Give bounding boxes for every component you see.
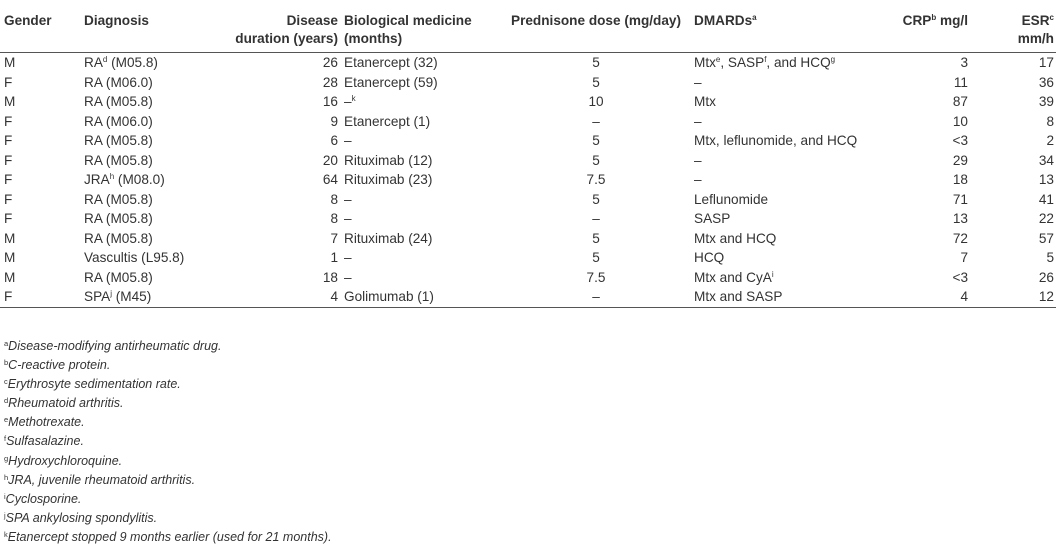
footnote-b: $^b$C-reactive protein. xyxy=(4,358,111,373)
cell-diagnosis: RA (M05.8) xyxy=(84,152,153,168)
col-header-esr: ESR$^c$ mm/h xyxy=(970,0,1056,53)
cell-crp: 3 xyxy=(960,55,968,71)
table-row xyxy=(0,190,1056,210)
cell-gender: F xyxy=(4,211,13,227)
cell-esr: 36 xyxy=(1038,74,1054,90)
cell-dmards: – xyxy=(694,152,702,168)
cell-dmards: – xyxy=(694,113,702,129)
cell-prednisone-dose: – xyxy=(592,113,600,129)
cell-dmards: – xyxy=(694,172,702,188)
cell-biological-medicine: – xyxy=(344,269,352,285)
footnotes xyxy=(4,337,1044,547)
cell-esr: 2 xyxy=(1046,133,1054,149)
cell-prednisone-dose: – xyxy=(500,287,690,307)
cell-diagnosis: Vascultis (L95.8) xyxy=(84,250,185,266)
cell-dmards: Mtx$^e$, SASP$^f$, and HCQ$^g$ xyxy=(694,55,836,71)
col-header-prednisone-dose: Prednisone dose (mg/day) xyxy=(500,0,690,53)
cell-gender: M xyxy=(4,55,16,71)
cell-disease-duration: 16 xyxy=(322,94,338,110)
table-row xyxy=(0,170,1056,190)
cell-prednisone-dose: 7.5 xyxy=(586,269,606,285)
cell-gender: M xyxy=(4,94,16,110)
cell-biological-medicine: Golimumab (1) xyxy=(340,287,500,307)
footnote-c: $^c$Erythrosyte sedimentation rate. xyxy=(4,377,181,392)
cell-biological-medicine: – xyxy=(344,250,352,266)
footnote-d: $^d$Rheumatoid arthritis. xyxy=(4,396,124,411)
cell-esr: 12 xyxy=(970,287,1056,307)
cell-prednisone-dose: 10 xyxy=(588,94,604,110)
table-row xyxy=(0,112,1056,132)
cell-disease-duration: 64 xyxy=(322,172,338,188)
cell-gender: F xyxy=(0,287,80,307)
cell-disease-duration: 26 xyxy=(322,55,338,71)
cell-biological-medicine: Rituximab (23) xyxy=(344,172,433,188)
cell-prednisone-dose: 7.5 xyxy=(586,172,606,188)
table-row xyxy=(0,73,1056,93)
footnote-f: $^f$Sulfasalazine. xyxy=(4,434,84,449)
col-header-disease-duration: Disease duration (years) xyxy=(230,0,340,53)
cell-dmards: Mtx and CyA$^i$ xyxy=(694,269,774,285)
cell-crp: 71 xyxy=(952,191,968,207)
cell-biological-medicine: Rituximab (12) xyxy=(344,152,433,168)
table-body xyxy=(0,53,1056,308)
col-header-biological-medicine: Biological medicine (months) xyxy=(340,0,500,53)
table-row xyxy=(0,151,1056,171)
cell-esr: 17 xyxy=(1038,55,1054,71)
cell-diagnosis: RA (M05.8) xyxy=(84,94,153,110)
cell-biological-medicine: – xyxy=(344,211,352,227)
table-row xyxy=(0,268,1056,288)
cell-esr: 22 xyxy=(1038,211,1054,227)
cell-disease-duration: 1 xyxy=(330,250,338,266)
cell-diagnosis: RA (M05.8) xyxy=(84,133,153,149)
col-header-crp: CRP$^b$ mg/l xyxy=(858,0,970,53)
table-row xyxy=(0,92,1056,112)
header-row xyxy=(0,0,1056,53)
cell-prednisone-dose: 5 xyxy=(592,152,600,168)
cell-esr: 34 xyxy=(1038,152,1054,168)
cell-gender: F xyxy=(4,113,13,129)
cell-gender: F xyxy=(4,172,13,188)
cell-diagnosis: RA (M05.8) xyxy=(84,191,153,207)
cell-crp: 4 xyxy=(858,287,970,307)
cell-prednisone-dose: 5 xyxy=(592,133,600,149)
cell-gender: F xyxy=(4,152,13,168)
cell-dmards: Leflunomide xyxy=(694,191,769,207)
cell-prednisone-dose: 5 xyxy=(592,74,600,90)
table-row xyxy=(0,287,1056,307)
cell-diagnosis: RA (M06.0) xyxy=(84,113,153,129)
table-row xyxy=(0,131,1056,151)
footnote-k: $^k$Etanercept stopped 9 months earlier (used for 21 months). xyxy=(4,529,332,544)
cell-diagnosis: RA (M05.8) xyxy=(84,230,153,246)
cell-diagnosis: RA (M05.8) xyxy=(84,269,153,285)
table-row xyxy=(0,248,1056,268)
cell-dmards: HCQ xyxy=(694,250,725,266)
cell-diagnosis: JRA$^h$ (M08.0) xyxy=(84,172,165,188)
cell-disease-duration: 4 xyxy=(230,287,340,307)
cell-esr: 39 xyxy=(1038,94,1054,110)
cell-esr: 13 xyxy=(1038,172,1054,188)
cell-biological-medicine: Etanercept (1) xyxy=(344,113,431,129)
cell-esr: 8 xyxy=(1046,113,1054,129)
cell-biological-medicine: Etanercept (32) xyxy=(344,55,438,71)
table-row xyxy=(0,209,1056,229)
footnote-g: $^g$Hydroxychloroquine. xyxy=(4,453,123,468)
cell-diagnosis: SPA$^j$ (M45) xyxy=(80,287,230,307)
footnote-e: $^e$Methotrexate. xyxy=(4,415,85,430)
cell-crp: 18 xyxy=(952,172,968,188)
cell-gender: M xyxy=(4,230,16,246)
cell-gender: F xyxy=(4,74,13,90)
cell-dmards: SASP xyxy=(694,211,731,227)
footnote-i: $^i$Cyclosporine. xyxy=(4,491,82,506)
cell-esr: 26 xyxy=(1038,269,1054,285)
cell-diagnosis: $RA^d$ (M05.8) xyxy=(84,55,158,71)
cell-disease-duration: 18 xyxy=(322,269,338,285)
cell-dmards: Mtx, leflunomide, and HCQ xyxy=(694,133,858,149)
cell-prednisone-dose: 5 xyxy=(592,230,600,246)
cell-biological-medicine: Etanercept (59) xyxy=(344,74,438,90)
cell-esr: 57 xyxy=(1038,230,1054,246)
cell-crp: 13 xyxy=(952,211,968,227)
cell-diagnosis: RA (M05.8) xyxy=(84,211,153,227)
cell-gender: F xyxy=(4,191,13,207)
cell-gender: M xyxy=(4,269,16,285)
cell-gender: M xyxy=(4,250,16,266)
col-header-gender: Gender xyxy=(0,0,80,53)
table-row xyxy=(0,229,1056,249)
cell-dmards: Mtx and HCQ xyxy=(694,230,777,246)
cell-disease-duration: 28 xyxy=(322,74,338,90)
cell-esr: 5 xyxy=(1046,250,1054,266)
cell-dmards: Mtx and SASP xyxy=(690,287,858,307)
col-header-diagnosis: Diagnosis xyxy=(80,0,230,53)
cell-esr: 41 xyxy=(1038,191,1054,207)
cell-crp: 11 xyxy=(953,74,968,90)
cell-disease-duration: 7 xyxy=(330,230,338,246)
cell-disease-duration: 20 xyxy=(322,152,338,168)
cell-crp: 7 xyxy=(960,250,968,266)
cell-disease-duration: 9 xyxy=(330,113,338,129)
cell-gender: F xyxy=(4,133,13,149)
cell-crp: 10 xyxy=(952,113,968,129)
cell-prednisone-dose: 5 xyxy=(592,191,600,207)
cell-prednisone-dose: 5 xyxy=(592,250,600,266)
cell-prednisone-dose: 5 xyxy=(592,55,600,71)
cell-dmards: Mtx xyxy=(694,94,716,110)
col-header-dmards: DMARDs$^a$ xyxy=(690,0,858,53)
cell-disease-duration: 8 xyxy=(330,211,338,227)
cell-crp: 87 xyxy=(952,94,968,110)
cell-crp: <3 xyxy=(952,269,968,285)
footnote-h: $^h$JRA, juvenile rheumatoid arthritis. xyxy=(4,472,196,487)
footnote-j: $^j$SPA ankylosing spondylitis. xyxy=(4,510,158,525)
cell-crp: 29 xyxy=(952,152,968,168)
cell-dmards: – xyxy=(694,74,702,90)
cell-biological-medicine: – xyxy=(344,133,352,149)
cell-biological-medicine: Rituximab (24) xyxy=(344,230,433,246)
cell-crp: <3 xyxy=(952,133,968,149)
table-row xyxy=(0,53,1056,73)
cell-biological-medicine: –$^k$ xyxy=(344,94,356,110)
cell-prednisone-dose: – xyxy=(592,211,600,227)
cell-biological-medicine: – xyxy=(344,191,352,207)
cell-crp: 72 xyxy=(952,230,968,246)
footnote-a: $^a$Disease-modifying antirheumatic drug. xyxy=(4,339,222,353)
cell-disease-duration: 8 xyxy=(330,191,338,207)
cell-diagnosis: RA (M06.0) xyxy=(84,74,153,90)
cell-disease-duration: 6 xyxy=(330,133,338,149)
